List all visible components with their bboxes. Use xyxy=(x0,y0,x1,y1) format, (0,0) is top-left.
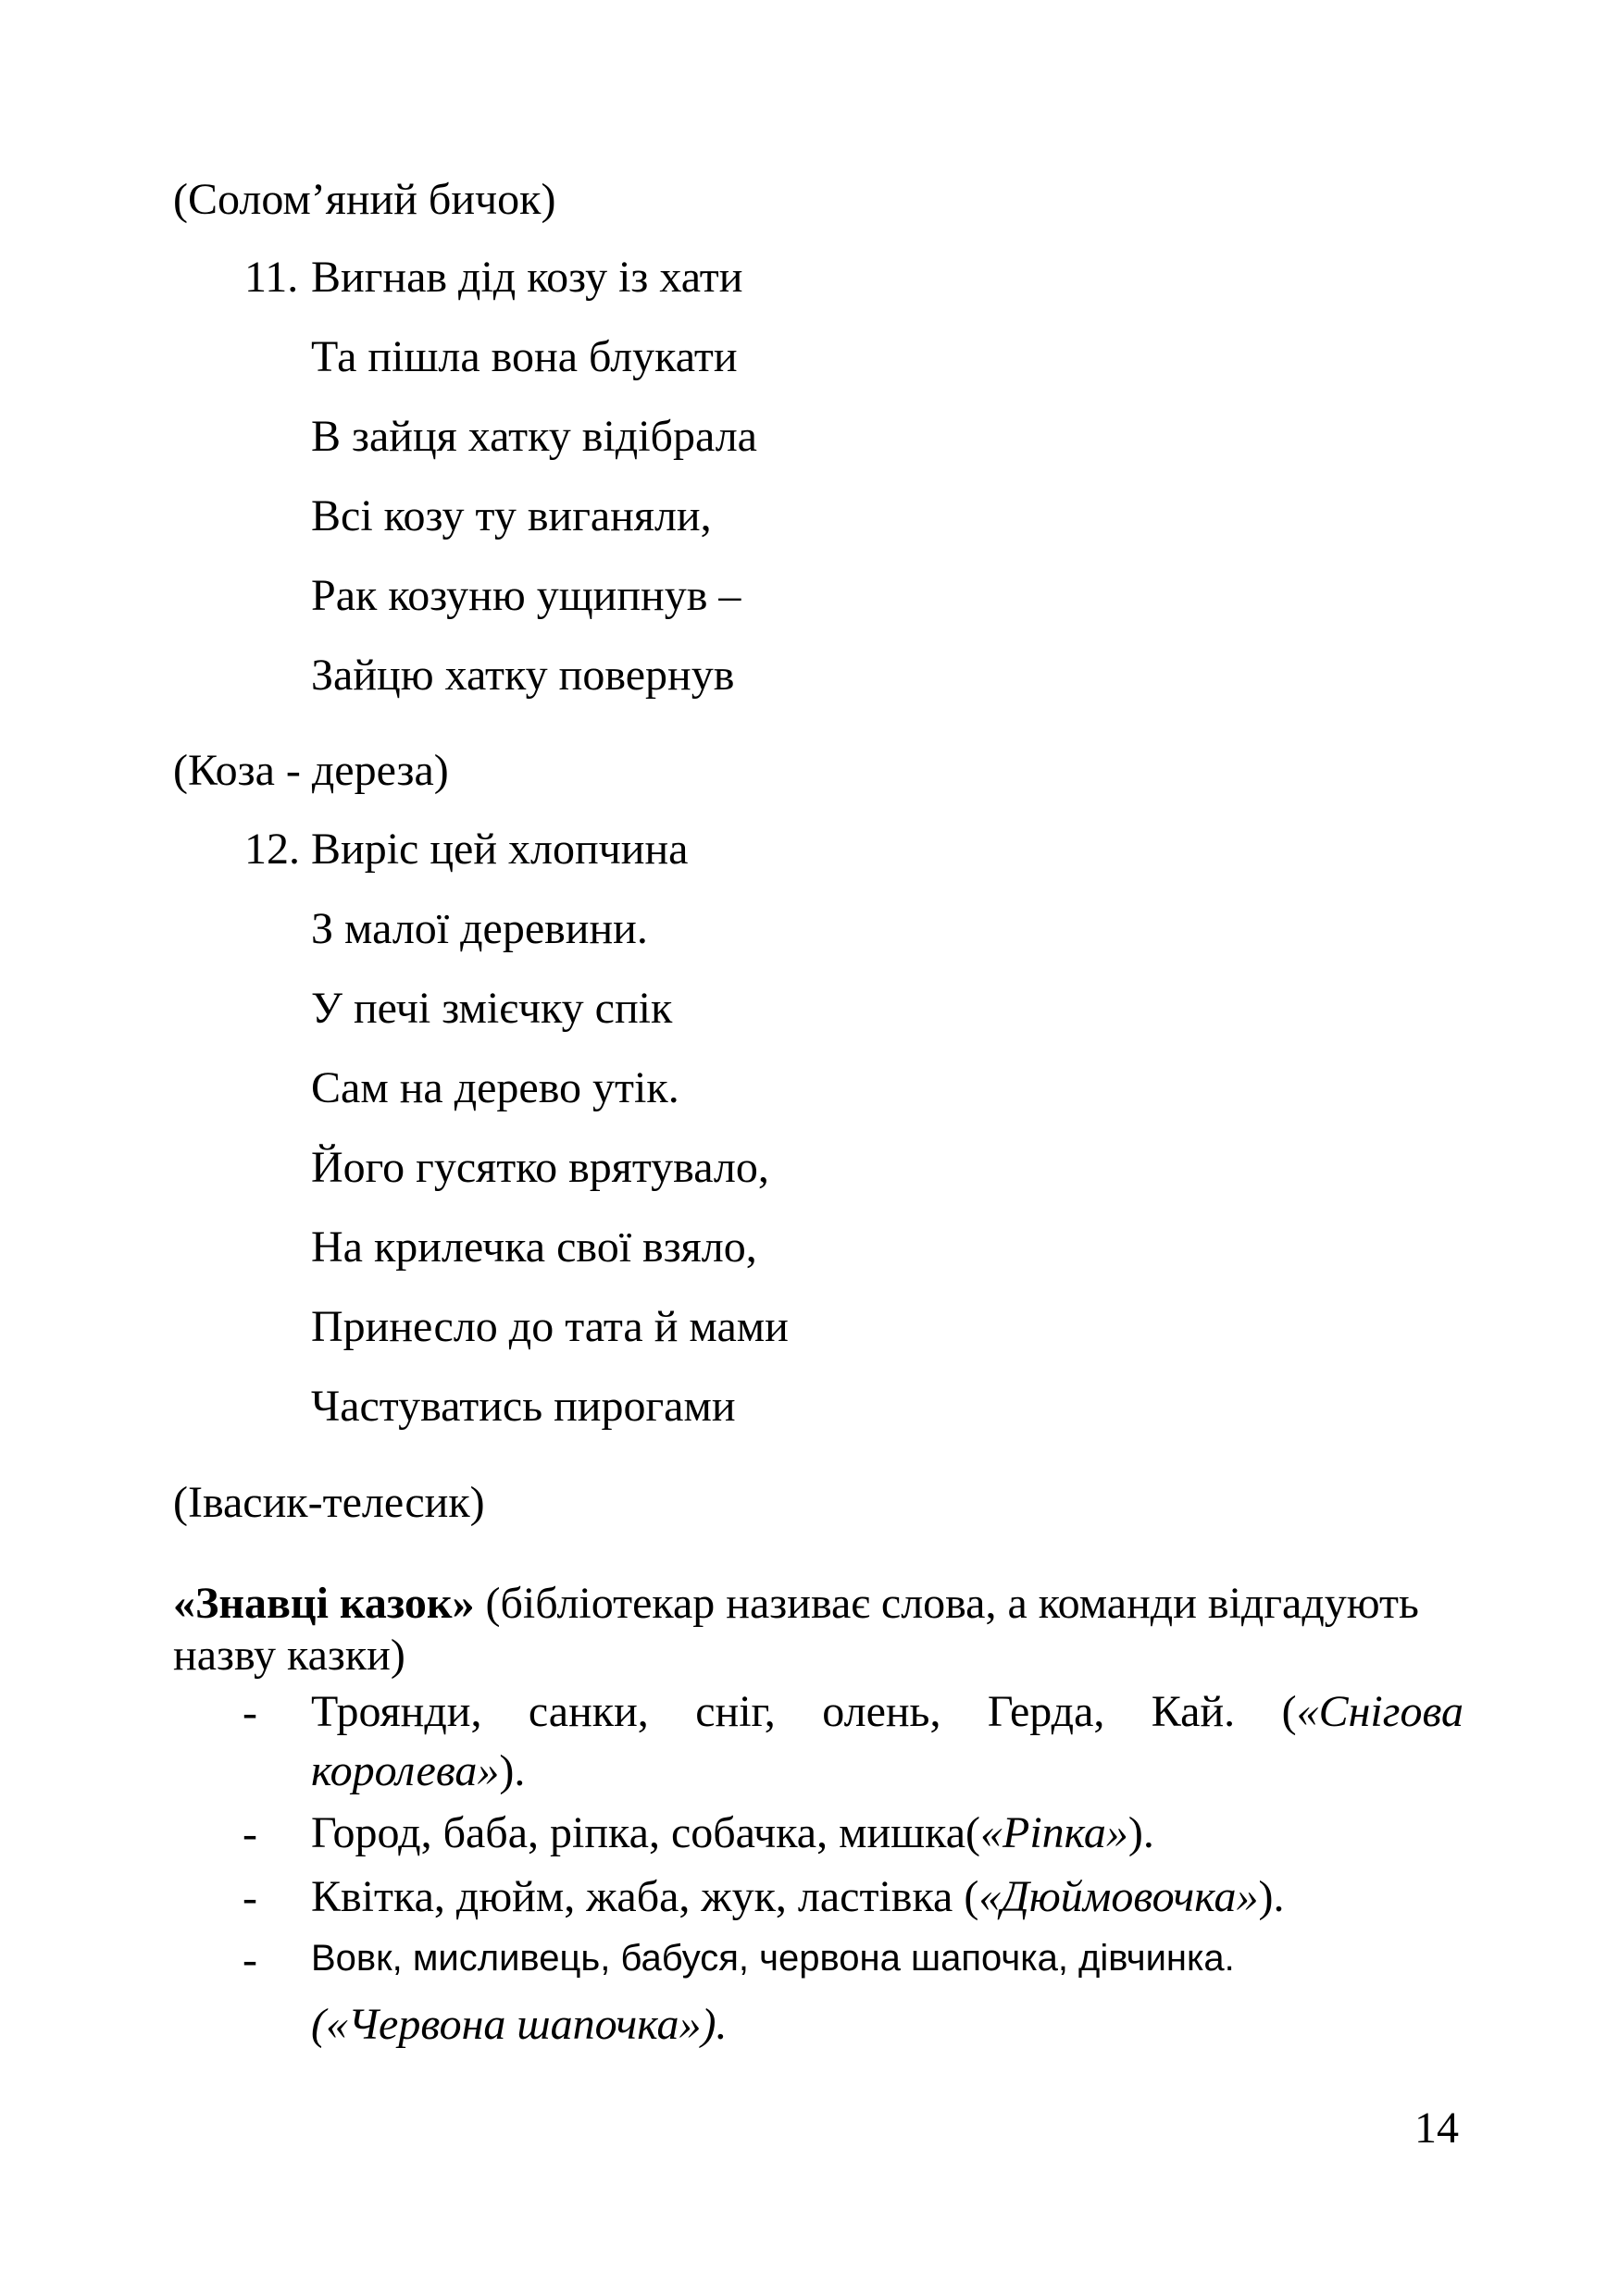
riddle-12-line-8: Частуватись пирогами xyxy=(311,1382,736,1431)
list-dash: - xyxy=(243,1688,257,1737)
item-tail: ). xyxy=(499,1746,526,1795)
riddle-12-line-2: З малої деревини. xyxy=(311,904,648,953)
riddle-11-line-1: Вигнав дід козу із хати xyxy=(311,253,743,302)
list-item-thumbelina xyxy=(311,1868,1463,1927)
riddle-answer-ivasyk: (Івасик-телесик) xyxy=(173,1478,485,1527)
item-answer: «Дюймовочка» xyxy=(978,1872,1259,1921)
riddle-11-line-4: Всі козу ту виганяли, xyxy=(311,491,712,540)
list-item-red-hood-words: Вовк, мисливець, бабуся, червона шапочка, дівчинка. xyxy=(311,1938,1235,1979)
list-item-turnip xyxy=(311,1804,1463,1863)
riddle-answer-goat: (Коза - дереза) xyxy=(173,746,449,795)
riddle-11-line-5: Рак козуню ущипнув – xyxy=(311,571,741,620)
list-item-snow-queen xyxy=(311,1682,1463,1801)
riddle-11-line-6: Зайцю хатку повернув xyxy=(311,651,735,700)
item-tail: ). xyxy=(1127,1808,1154,1857)
riddle-12-line-7: Принесло до тата й мами xyxy=(311,1302,789,1351)
section-description: (бібліотекар називає слова, а команди відгадують назву казки) xyxy=(173,1579,1419,1680)
list-dash: - xyxy=(243,1935,257,1984)
riddle-11-line-2: Та пішла вона блукати xyxy=(311,332,738,381)
section-heading xyxy=(173,1578,1469,1682)
riddle-12-line-5: Його гусятко врятувало, xyxy=(311,1143,769,1192)
list-dash: - xyxy=(243,1809,257,1858)
item-answer: «Ріпка» xyxy=(980,1808,1128,1857)
item-words: Город, баба, ріпка, собачка, мишка( xyxy=(311,1808,980,1857)
list-dash: - xyxy=(243,1873,257,1922)
riddle-number-11: 11. xyxy=(244,253,299,302)
page-number: 14 xyxy=(1414,2104,1459,2153)
item-words: Троянди, санки, сніг, олень, Герда, Кай. ( xyxy=(311,1687,1297,1736)
item-answer: («Червона шапочка»). xyxy=(311,2000,728,2049)
riddle-12-line-1: Виріс цей хлопчина xyxy=(311,825,689,874)
item-answer: «Снігова королева» xyxy=(311,1687,1463,1795)
item-words: Квітка, дюйм, жаба, жук, ластівка ( xyxy=(311,1872,979,1921)
item-tail: ). xyxy=(1258,1872,1285,1921)
riddle-12-line-3: У печі змієчку спік xyxy=(311,984,673,1033)
section-title: «Знавці казок» xyxy=(173,1579,475,1628)
riddle-12-line-6: На крилечка свої взяло, xyxy=(311,1222,757,1272)
riddle-12-line-4: Сам на дерево утік. xyxy=(311,1063,679,1112)
riddle-11-line-3: В зайця хатку відібрала xyxy=(311,412,757,461)
riddle-number-12: 12. xyxy=(244,825,300,874)
riddle-answer-straw-bull: (Солом’яний бичок) xyxy=(173,175,556,224)
list-item-red-hood-answer xyxy=(311,1995,1463,2054)
